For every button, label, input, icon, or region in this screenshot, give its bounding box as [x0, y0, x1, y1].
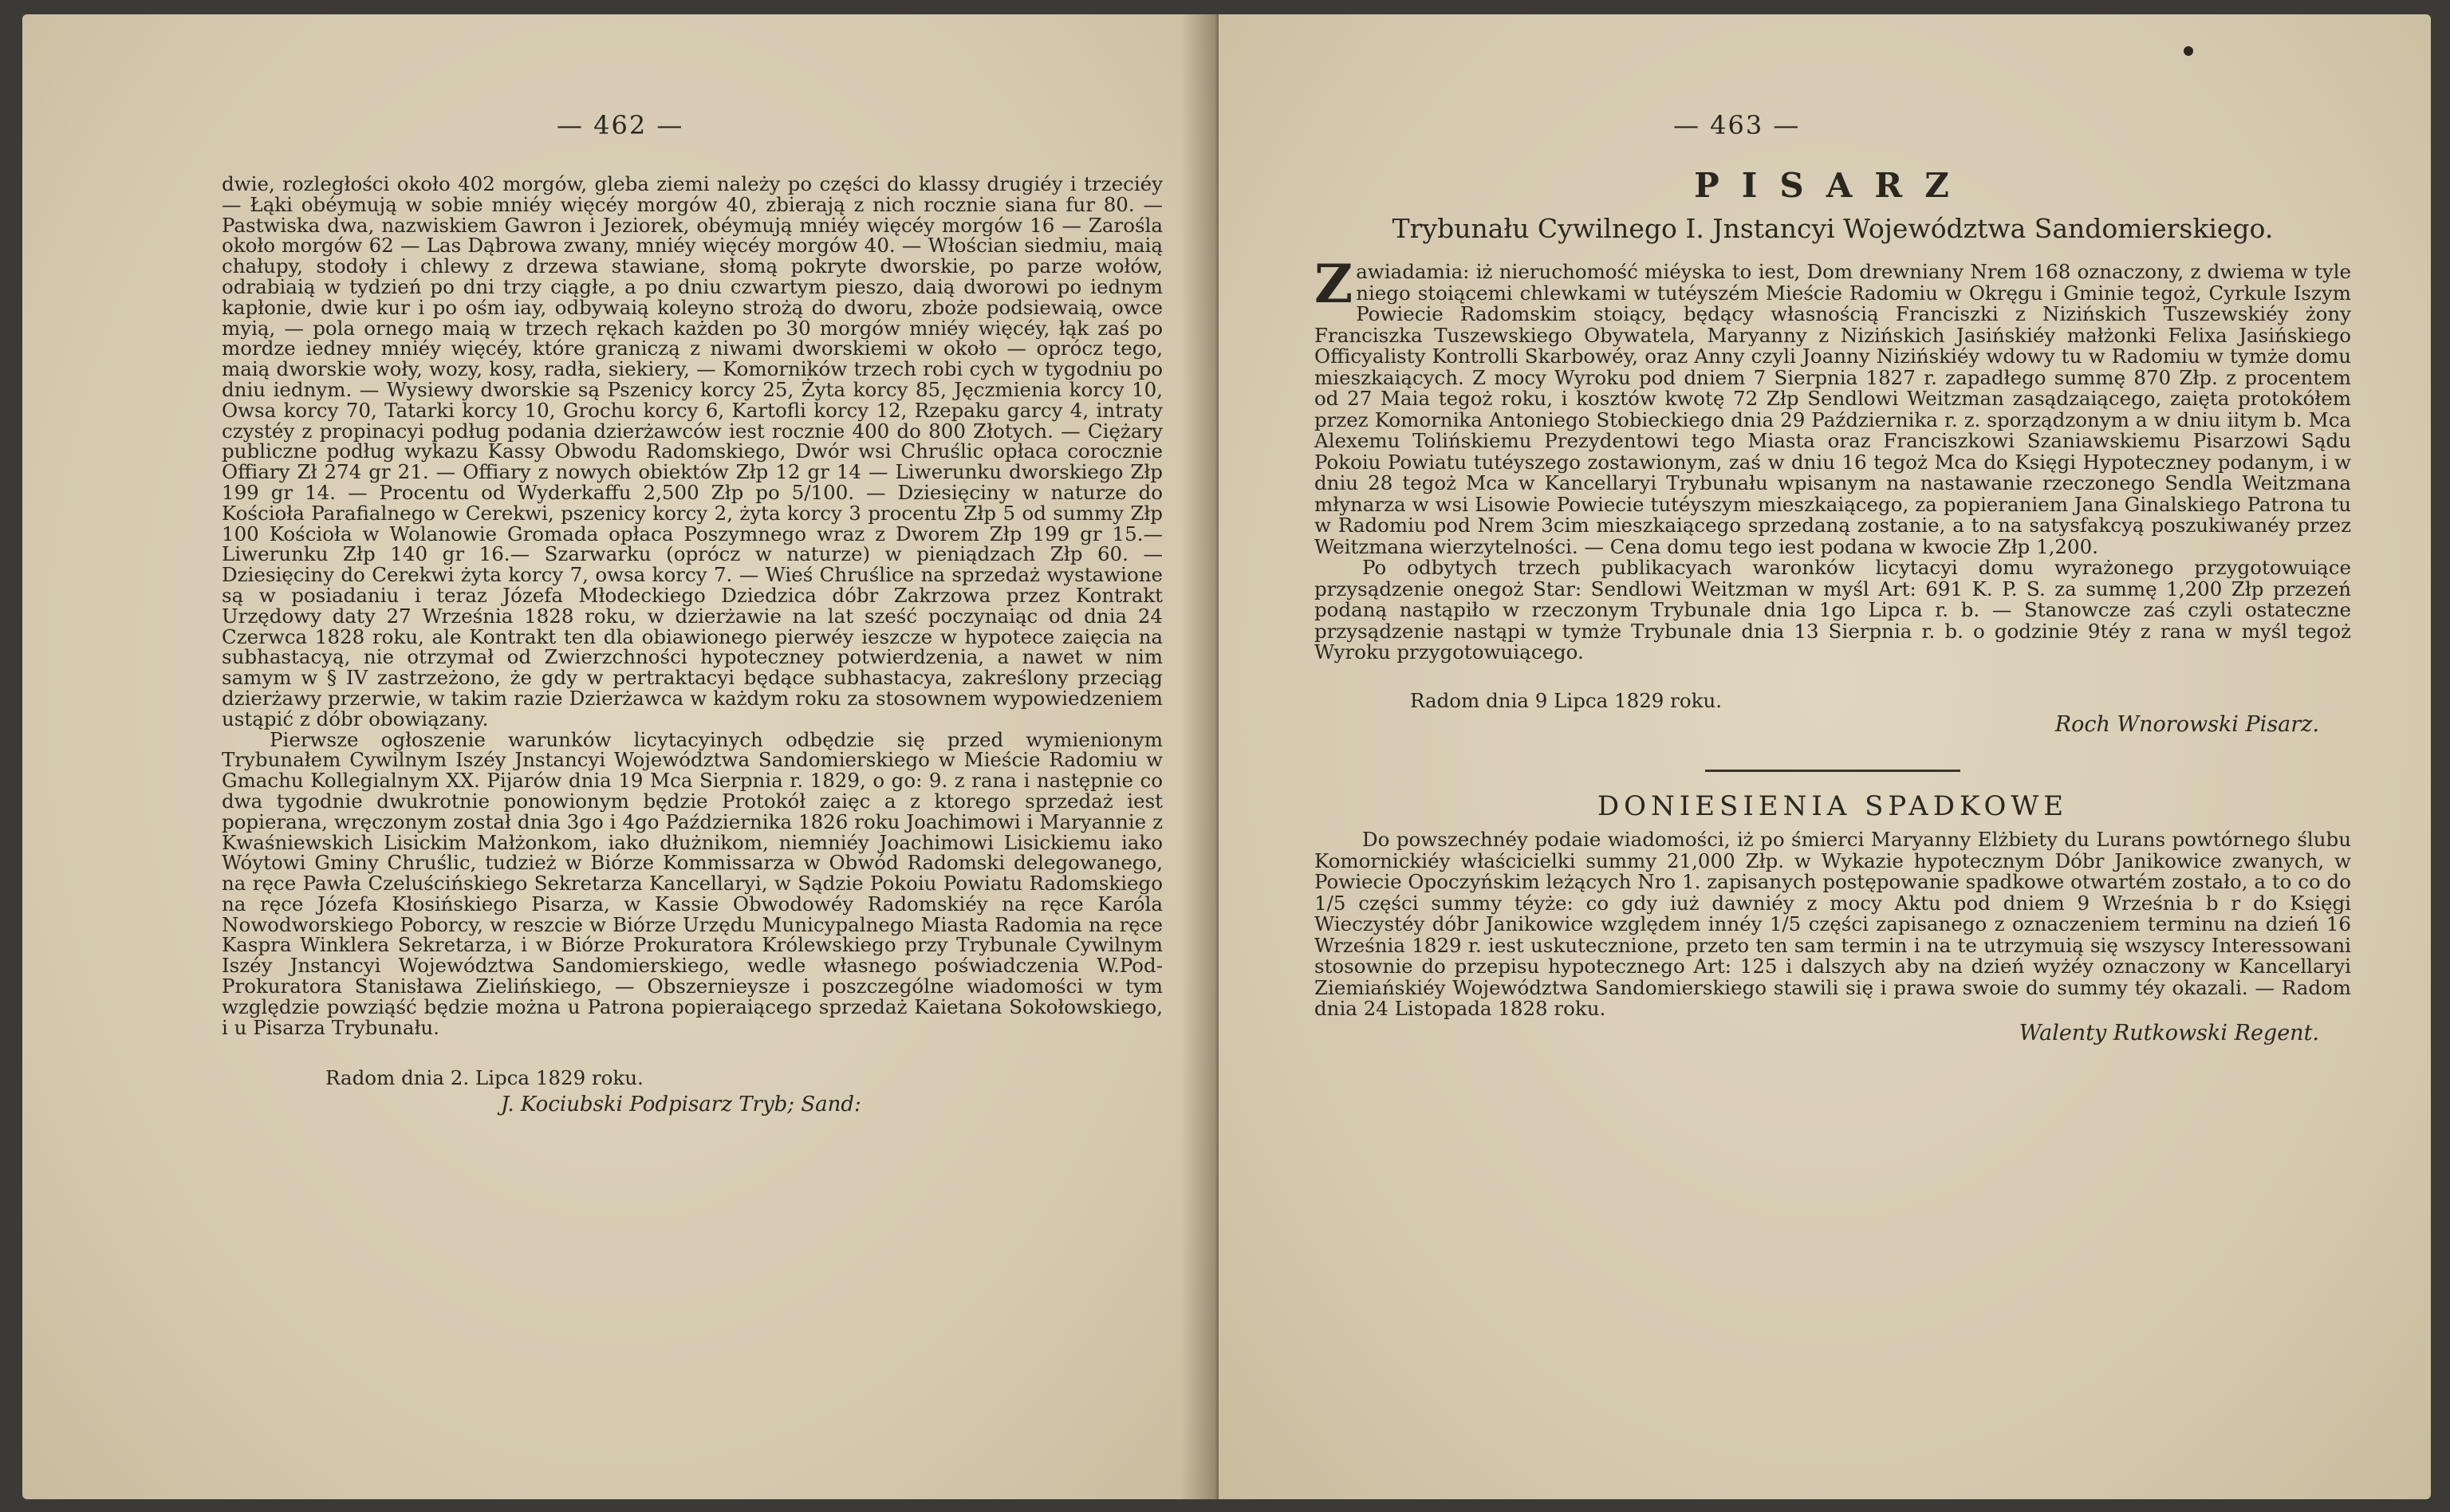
section-paragraph: Do powszechnéy podaie wiadomości, iż po śmierci Maryanny Elżbiety du Lurans powtórnego ślubu Komornickiéy właścicielki summy 21,000 Złp. w Wykazie hypotecznym Dóbr Janikowice zwanych, w Powiecie Opoczyńskim leżących Nro 1. zapisanych postępowanie spadkowe otwartém zostało, a to co do 1/5 części summy téyże: co gdy iuż dawniéy z mocy Aktu pod dniem 9 Września b r do Księgi Wieczystéy dóbr Janikowice względem innéy 1/5 części zapisanego z oznaczeniem terminu na dzień 16 Września 1829 r. iest uskutecznione, przeto ten sam termin i na te utrzymuią się wszyscy Interessowani stosownie do przepisu hypotecznego Art: 125 i dalszych aby na dzień wyżéy oznaczony w Kancellaryi Ziemiańskiéy Województwa Sandomierskiego stawili się i prawa swoie do summy téy okazali. — Radom dnia 24 Listopada 1828 roku. [1314, 828, 2351, 1020]
paragraph-1: dwie, rozległości około 402 morgów, gleba ziemi należy po części do klassy drugiéy i trzeciéy — Łąki obéymują w sobie mniéy więcéy morgów 40, zbierają z nich rocznie siana fur 80. — Pastwiska dwa, nazwiskiem Gawron i Jeziorek, obéymują mniéy więcéy morgów 16 — Zarośla około morgów 62 — Las Dąbrowa zwany, mniéy więcéy morgów 40. — Włościan siedmiu, maią chałupy, stodoły i chlewy z drzewa stawiane, słomą pokryte dworskie, po parze wołów, odrabiaią w tydzień po dni trzy ciągłe, a po dniu czwartym pieszo, daią dworowi po iednym kapłonie, dwie kur i po ośm iay, odbywaią koleyno strożą do dworu, zboże podsiewaią, owce myią, — pola ornego maią w trzech rękach każden po 30 morgów mniéy więcéy, łąk zaś po mordze iedney mniéy więcéy, które graniczą z niwami dworskiemi w około — oprócz tego, maią dworskie woły, wozy, kosy, radła, siekiery, — Komorników trzech robi cych w tygodniu po dniu iednym. — Wysiewy dworskie są Pszenicy korcy 25, Żyta korcy 85, Jęczmienia korcy 10, Owsa korcy 70, Tatarki korcy 10, Grochu korcy 6, Kartofli korcy 12, Rzepaku garcy 4, intraty czystéy z propinacyi podług podania dzierżawców iest rocznie 400 do 800 Złotych. — Ciężary publiczne podług wykazu Kassy Obwodu Radomskiego, Dwór wsi Chruślic opłaca corocznie Offiary Zł 274 gr 21. — Offiary z nowych obiektów Złp 12 gr 14 — Liwerunku dworskiego Złp 199 gr 14. — Procentu od Wyderkaffu 2,500 Złp po 5/100. — Dziesięciny w naturze do Kościoła Parafialnego w Cerekwi, pszenicy korcy 2, żyta korcy 3 procentu Złp 5 od summy Złp 100 Kościoła w Wolanowie Gromada opłaca Poszymnego wraz z Dworem Złp 199 gr 15.—Liwerunku Złp 140 gr 16.— Szarwarku (oprócz w naturze) w pieniądzach Złp 60. — Dziesięciny do Cerekwi żyta korcy 7, owsa korcy 7. — Wieś Chruślice na sprzedaż wystawione są w posiadaniu i teraz Józefa Młodeckiego Dziedzica dóbr Zakrzowa przez Kontrakt Urzędowy daty 27 Września 1828 roku, w dzierżawie na lat sześć poczynaiąc od dnia 24 Czerwca 1828 roku, ale Kontrakt ten dla obiawionego pierwéy ieszcze w hypotece zaięcia na subhastacyą, nie otrzymał od Zwierzchności hypoteczney potwierdzenia, a nawet w nim samym w § IV zastrzeżono, że gdy w pertraktacyi będące subhastacya, zakreślony przeciąg dzierżawy przerwie, w takim razie Dzierżawca w każdym roku za stosownem wypowiedzeniem ustąpić z dóbr obowiązany. [222, 172, 1163, 730]
notice-date: Radom dnia 9 Lipca 1829 roku. [1410, 688, 1723, 712]
notice-paragraph-2: Po odbytych trzech publikacyach waronków licytacyi domu wyrażonego przygotowuiące przysądzenie onegoż Star: Sendlowi Weitzman w myśl Art: 691 K. P. S. za summę 1,200 Złp przezeń podaną nastąpiło w rzeczonym Trybunale dnia 1go Lipca r. b. — Stanowcze zaś czyli ostateczne przysądzenie nastąpi w tymże Trybunale dnia 13 Sierpnia r. b. o godzinie 9téy z rana w myśl tegoż Wyroku przygotowuiącego. [1314, 556, 2351, 663]
page-number-left: — 462 — [557, 110, 684, 140]
section-title: DONIESIENIA SPADKOWE [1597, 789, 2069, 822]
page-number-right: — 463 — [1673, 110, 1801, 140]
drop-cap: Z [1314, 253, 1353, 315]
section-divider [1705, 770, 1960, 772]
left-page-text [222, 174, 1163, 1116]
signature-left: J. Kociubski Podpisarz Tryb; Sand: [501, 1093, 861, 1117]
right-page [1219, 14, 2431, 1499]
date-line-left: Radom dnia 2. Lipca 1829 roku. [325, 1066, 644, 1090]
paragraph-2: Pierwsze ogłoszenie warunków licytacyinych odbędzie się przed wymienionym Trybunałem Cywilnym Iszéy Jnstancyi Województwa Sandomierskiego w Mieście Radomiu w Gmachu Kollegialnym XX. Pijarów dnia 19 Mca Sierpnia r. 1829, o go: 9. z rana i następnie co dwa tygodnie dwukrotnie ponowionym będzie Protokół zaięc a z ktorego sprzedaż iest popierana, wręczonym został dnia 3go i 4go Października 1826 roku Joachimowi i Maryannie z Kwaśniewskich Lisickim Małżonkom, iako dłużnikom, niemniéy Joachimowi Lisickiemu iako Wóytowi Gminy Chruślic, tudzież w Biórze Kommissarza w Obwód Radomski delegowanego, na ręce Pawła Czeluścińskiego Sekretarza Kancellaryi, w Sądzie Pokoiu Powiatu Radomskiego na ręce Józefa Kłosińskiego Pisarza, w Kassie Obwodowéy Radomskiéy na ręce Karóla Nowodworskiego Poborcy, w reszcie w Biórze Urzędu Municypalnego Miasta Radomia na ręce Kaspra Winklera Sekretarza, i w Biórze Prokuratora Królewskiego przy Trybunale Cywilnym Iszéy Jnstancyi Województwa Sandomierskiego, wedle własnego poświadczenia W.Pod-Prokuratora Stanisława Zielińskiego, — Obszernieysze i poszczególne wiadomości w tym względzie powziąść będzie można u Patrona popieraiącego sprzedaż Kaietana Sokołowskiego, i u Pisarza Trybunału. [222, 727, 1163, 1039]
section-signature: Walenty Rutkowski Regent. [2019, 1020, 2319, 1045]
left-page [22, 14, 1219, 1499]
notice-text [1314, 253, 2351, 1045]
notice-heading: PISARZ [1694, 166, 1971, 205]
notice-paragraph-1: awiadamia: iż nieruchomość miéyska to iest, Dom drewniany Nrem 168 oznaczony, z dwiema w tyle niego stoiącemi chlewkami w tutéyszém Mieście Radomiu w Okręgu i Gminie tegoż, Cyrkule Iszym Powiecie Radomskim stoiący, będący własnością Franciszki z Nizińskich Tuszewskiéy żony Franciszka Tuszewskiego Obywatela, Maryanny z Nizińskich Jasińskiéy małżonki Felixa Jasińskiego Officyalisty Kontrolli Skarbowéy, oraz Anny czyli Joanny Nizińskiéy wdowy tu w Radomiu w tymże domu mieszkaiących. Z mocy Wyroku pod dniem 7 Sierpnia 1827 r. zapadłego summę 870 Złp. z procentem od 27 Maia tegoż roku, i kosztów kwotę 72 Złp Sendlowi Weitzman zasądzaiącego, zaięta protokółem przez Komornika Antoniego Stobieckiego dnia 29 Października r. z. sporządzonym a w dniu iitym b. Mca Alexemu Tolińskiemu Prezydentowi tego Miasta oraz Franciszkowi Szaniawskiemu Pisarzowi Sądu Pokoiu Powiatu tutéyszego zostawionym, zaś w dniu 16 tegoż Mca do Księgi Hypoteczney podanym, i w dniu 28 tegoż Mca w Kancellaryi Trybunału wpisanym na nastawanie rzeczonego Sendla Weitzmana młynarza w wsi Lisowie Powiecie tutéyszym mieszkaiącego, za popieraniem Jana Ginalskiego Patrona tu w Radomiu pod Nrem 3cim mieszkaiącego sprzedaną zostanie, a to na satysfakcyą poszukiwanéy przez Weitzmana wierzytelności. — Cena domu tego iest podana w kwocie Złp 1,200. [1314, 260, 2351, 558]
notice-subheading: Trybunału Cywilnego I. Jnstancyi Województwa Sandomierskiego. [1392, 213, 2274, 244]
notice-signature: Roch Wnorowski Pisarz. [2054, 712, 2319, 737]
ink-spot [2184, 46, 2193, 56]
right-page-body [1314, 166, 2351, 1044]
